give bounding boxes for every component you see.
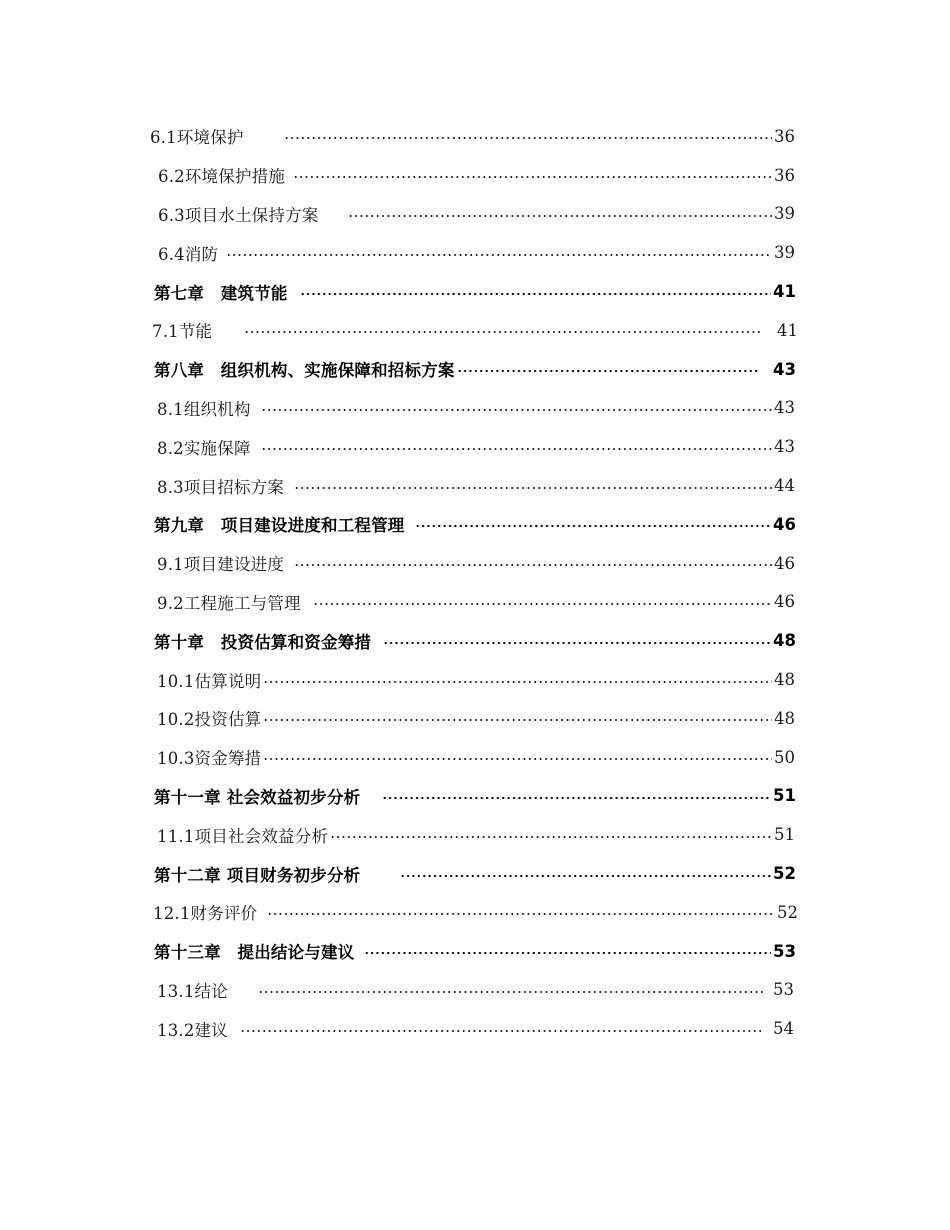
toc-entry[interactable]: [0, 466, 950, 505]
toc-entry-title: 10.2投资估算: [157, 710, 262, 730]
toc-entry[interactable]: [0, 195, 950, 234]
toc-entry[interactable]: [0, 815, 950, 854]
toc-entry[interactable]: [0, 660, 950, 699]
table-of-contents: [0, 117, 950, 1048]
toc-chapter-entry[interactable]: [0, 350, 950, 389]
toc-entry-page: 52: [777, 902, 798, 922]
toc-entry-title: 6.2环境保护措施: [158, 167, 286, 187]
dot-leader: [415, 525, 772, 527]
dot-leader: [330, 836, 772, 838]
dot-leader: [240, 1030, 763, 1032]
toc-entry-title: 9.1项目建设进度: [157, 555, 285, 575]
toc-entry-title: 第九章 项目建设进度和工程管理: [154, 516, 405, 536]
toc-entry-title: 第十三章 提出结论与建议: [154, 943, 355, 963]
toc-entry-page: 52: [773, 864, 796, 884]
toc-entry-page: 43: [774, 437, 795, 457]
dot-leader: [226, 254, 772, 256]
toc-entry-title: 6.4消防: [158, 244, 219, 264]
toc-entry[interactable]: [0, 738, 950, 777]
dot-leader: [383, 642, 771, 644]
toc-entry-title: 第八章 组织机构、实施保障和招标方案: [154, 361, 455, 381]
toc-entry[interactable]: [0, 233, 950, 272]
dot-leader: [293, 176, 772, 178]
dot-leader: [382, 797, 771, 799]
toc-entry-title: 7.1节能: [152, 322, 213, 342]
toc-entry-title: 10.1估算说明: [157, 671, 262, 691]
toc-entry-page: 46: [774, 553, 795, 573]
toc-entry-title: 8.3项目招标方案: [157, 477, 285, 497]
toc-entry[interactable]: [0, 117, 950, 156]
toc-entry-page: 39: [774, 243, 795, 263]
toc-entry-page: 53: [773, 980, 794, 1000]
dot-leader: [258, 991, 763, 993]
toc-entry-title: 12.1财务评价: [153, 904, 258, 924]
toc-entry-page: 46: [773, 514, 796, 534]
toc-entry[interactable]: [0, 1009, 950, 1048]
toc-entry[interactable]: [0, 544, 950, 583]
toc-entry-page: 50: [774, 747, 795, 767]
toc-entry-page: 51: [773, 786, 796, 806]
toc-entry-page: 43: [773, 359, 796, 379]
toc-entry-page: 48: [774, 670, 795, 690]
toc-entry-page: 54: [773, 1019, 794, 1039]
toc-entry-title: 第十二章 项目财务初步分析: [154, 865, 361, 885]
dot-leader: [261, 448, 772, 450]
dot-leader: [313, 603, 772, 605]
dot-leader: [263, 681, 772, 683]
dot-leader: [261, 409, 772, 411]
dot-leader: [294, 487, 772, 489]
toc-entry-page: 36: [774, 165, 795, 185]
toc-entry-page: 39: [774, 204, 795, 224]
toc-chapter-entry[interactable]: [0, 272, 950, 311]
toc-entry-title: 第十章 投资估算和资金筹措: [154, 632, 372, 652]
toc-entry-title: 13.2建议: [157, 1020, 228, 1040]
toc-entry-title: 8.2实施保障: [157, 438, 251, 458]
toc-entry[interactable]: [0, 699, 950, 738]
toc-chapter-entry[interactable]: [0, 621, 950, 660]
dot-leader: [400, 875, 771, 877]
toc-entry-page: 53: [773, 941, 796, 961]
toc-entry[interactable]: [0, 427, 950, 466]
toc-chapter-entry[interactable]: [0, 505, 950, 544]
toc-entry[interactable]: [0, 971, 950, 1010]
toc-entry-page: 48: [773, 631, 796, 651]
toc-entry[interactable]: [0, 893, 950, 932]
dot-leader: [244, 331, 763, 333]
toc-entry[interactable]: [0, 583, 950, 622]
dot-leader: [284, 137, 772, 139]
toc-entry-page: 48: [774, 708, 795, 728]
toc-entry[interactable]: [0, 311, 950, 350]
dot-leader: [300, 293, 771, 295]
toc-entry[interactable]: [0, 389, 950, 428]
toc-entry-title: 第七章 建筑节能: [154, 283, 288, 303]
dot-leader: [348, 215, 772, 217]
toc-entry-title: 6.3项目水土保持方案: [158, 205, 319, 225]
dot-leader: [364, 952, 771, 954]
dot-leader: [263, 719, 772, 721]
toc-chapter-entry[interactable]: [0, 932, 950, 971]
toc-entry-title: 第十一章 社会效益初步分析: [154, 787, 361, 807]
toc-entry-page: 46: [774, 592, 795, 612]
toc-entry-title: 6.1环境保护: [150, 128, 244, 148]
toc-entry-page: 36: [774, 126, 795, 146]
toc-chapter-entry[interactable]: [0, 777, 950, 816]
toc-entry-title: 11.1项目社会效益分析: [157, 826, 329, 846]
toc-entry-page: 51: [774, 825, 795, 845]
toc-entry-page: 43: [774, 398, 795, 418]
toc-entry-page: 44: [774, 476, 795, 496]
toc-entry-title: 9.2工程施工与管理: [157, 593, 301, 613]
dot-leader: [294, 564, 772, 566]
toc-entry-title: 13.1结论: [157, 981, 228, 1001]
dot-leader: [267, 913, 775, 915]
toc-entry-title: 10.3资金筹措: [157, 749, 262, 769]
dot-leader: [263, 758, 772, 760]
dot-leader: [457, 370, 759, 372]
toc-entry-title: 8.1组织机构: [157, 399, 251, 419]
toc-chapter-entry[interactable]: [0, 854, 950, 893]
toc-entry-page: 41: [777, 320, 798, 340]
toc-entry-page: 41: [773, 282, 796, 302]
toc-entry[interactable]: [0, 156, 950, 195]
